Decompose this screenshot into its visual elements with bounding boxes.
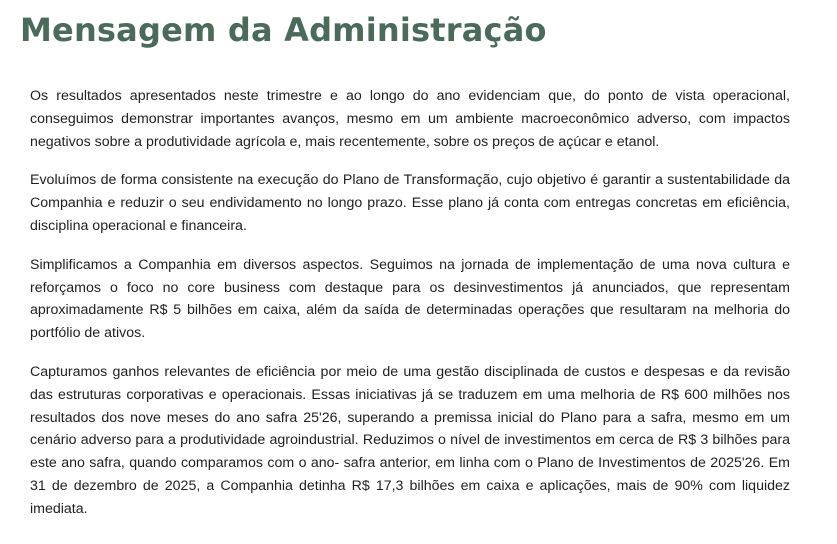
message-body [30,85,790,537]
paragraph-transformation-plan: Evoluímos de forma consistente na execução do Plano de Transformação, cujo objetivo é garantir a sustentabilidade da Companhia e reduzir o seu endividamento no longo prazo. Esse plano já conta com entregas concretas em eficiência, disciplina operacional e financeira. [30,172,790,234]
page-title: Mensagem da Administração [20,11,547,49]
paragraph-efficiency-gains: Capturamos ganhos relevantes de eficiência por meio de uma gestão disciplinada de custos e despesas e da revisão das estruturas corporativas e operacionais. Essas iniciativas já se traduzem em uma melhoria de R$ 600 milhões nos resultados dos nove meses do ano safra 25'26, superando a premissa inicial do Plano para a safra, mesmo em um cenário adverso para a produtividade agroindustrial. Reduzimos o nível de investimentos em cerca de R$ 3 bilhões para este ano safra, quando comparamos com o ano- safra anterior, em linha com o Plano de Investimentos de 2025'26. Em 31 de dezembro de 2025, a Companhia detinha R$ 17,3 bilhões em caixa e aplicações, mais de 90% com liquidez imediata. [30,363,790,517]
paragraph-results: Os resultados apresentados neste trimestre e ao longo do ano evidenciam que, do ponto de vista operacional, conseguimos demonstrar importantes avanços, mesmo em um ambiente macroeconômico adverso, com impactos negativos sobre a produtividade agrícola e, mais recentemente, sobre os preços de açúcar e etanol. [30,88,790,150]
paragraph-simplification: Simplificamos a Companhia em diversos aspectos. Seguimos na jornada de implementação de uma nova cultura e reforçamos o foco no core business com destaque para os desinvestimentos já anunciados, que representam aproximadamente R$ 5 bilhões em caixa, além da saída de determinadas operações que resultaram na melhoria do portfólio de ativos. [30,256,790,342]
